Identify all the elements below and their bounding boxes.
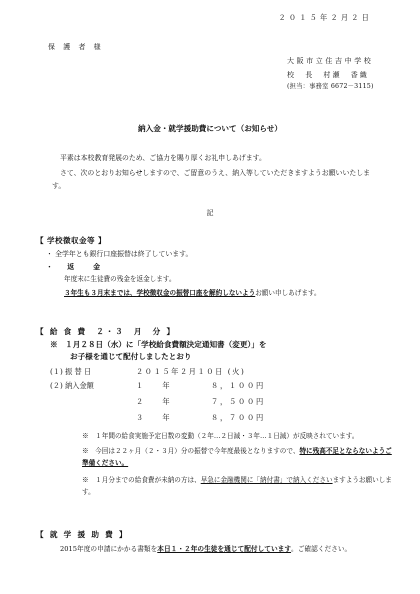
lunch-row-grade-2	[0, 397, 420, 409]
lunch-note-3	[82, 474, 392, 498]
row-value: ２０１５年２月１０日 (火)	[136, 367, 246, 376]
intro-paragraph-2: さて、次のとおりお知らせしますので、ご留意のうえ、納入等していただきますようお願いいたします。	[52, 169, 371, 190]
refund-note: 年度末に生徒費の残金を返金します。	[64, 275, 176, 283]
section-heading-school-fees: 【 学校徴収金等 】	[36, 236, 107, 245]
document-title: 納入金・就学援助費について（お知らせ）	[138, 124, 282, 133]
account-note	[64, 289, 321, 298]
lunch-note-3-underlined: 早急に金融機関に「納付書」で納入ください	[200, 476, 333, 484]
lunch-row-grade-1	[0, 381, 420, 393]
lunch-note-3-tail: ますようお願いします。	[82, 476, 392, 496]
intro-paragraph-1: 平素は本校教育発展のため、ご協力を賜り厚くお礼申しあげます。	[60, 154, 266, 162]
account-note-lead: ３年生も３月末までは、	[64, 289, 137, 297]
document-date: ２０１５年２月２日	[278, 13, 372, 22]
lunch-notice-line-2: お子様を通じて配付しましたとおり	[70, 352, 192, 361]
school-aid-note	[60, 545, 351, 554]
section-heading-school-aid: 【 就 学 援 助 費 】	[36, 530, 129, 539]
lunch-row-transfer-date	[0, 367, 420, 379]
school-aid-note-emphasis: 本日１・２年の生徒を通じて配付しています	[157, 545, 292, 553]
row-grade: ３ 年	[136, 413, 172, 422]
bullet-bank-transfer: ・ 全学年とも銀行口座振替は終了しています。	[46, 250, 193, 258]
lunch-row-grade-3	[0, 413, 420, 425]
bullet-refund: ・ 返 金	[46, 263, 106, 271]
lunch-note-2	[82, 445, 392, 469]
ki-marker: 記	[206, 209, 214, 217]
lunch-note-1: ※ １年間の給食実施予定日数の変動（２年…２日減・３年…１日減）が反映されています。	[82, 432, 359, 440]
principal-name: 校 長 村瀬 香織	[287, 71, 369, 79]
row-grade: １ 年	[136, 381, 172, 390]
account-note-underlined: 学校徴収金の振替口座を解約しないよう	[136, 289, 256, 297]
row-grade: ２ 年	[136, 397, 172, 406]
section-heading-lunch-fees: 【 給 食 費 ２・３ 月 分 】	[36, 327, 176, 336]
account-note-tail: お願い申しあげます。	[255, 289, 321, 297]
row-label: (２) 納入金額	[50, 381, 94, 390]
row-amount: ７，５００円	[211, 397, 265, 406]
school-aid-note-tail: 。ご確認ください。	[291, 545, 352, 553]
lunch-note-2-emphasis: 特に残高不足とならないようご準備ください。	[82, 447, 392, 467]
row-amount: ８，７００円	[211, 413, 265, 422]
school-name: 大阪市立住吉中学校	[287, 57, 374, 65]
lunch-notice-line-1: ※ １月２８日（水）に「学校給食費額決定通知書（変更）」を	[50, 340, 267, 349]
lunch-note-3-lead: ※ １月分までの給食費が未納の方は、	[82, 476, 201, 484]
row-label: (１) 振 替 日	[50, 367, 92, 376]
school-aid-note-lead: 2015年度の申請にかかる書類を	[60, 545, 158, 553]
lunch-note-2-lead: ※ 今回は２２ヶ月（２・３月）分の振替で今年度最後となりますので、	[82, 447, 300, 455]
recipient: 保 護 者 様	[48, 43, 104, 51]
row-amount: ８，１００円	[211, 381, 265, 390]
contact-info: (担当：事務室 6672－3115)	[287, 83, 374, 90]
